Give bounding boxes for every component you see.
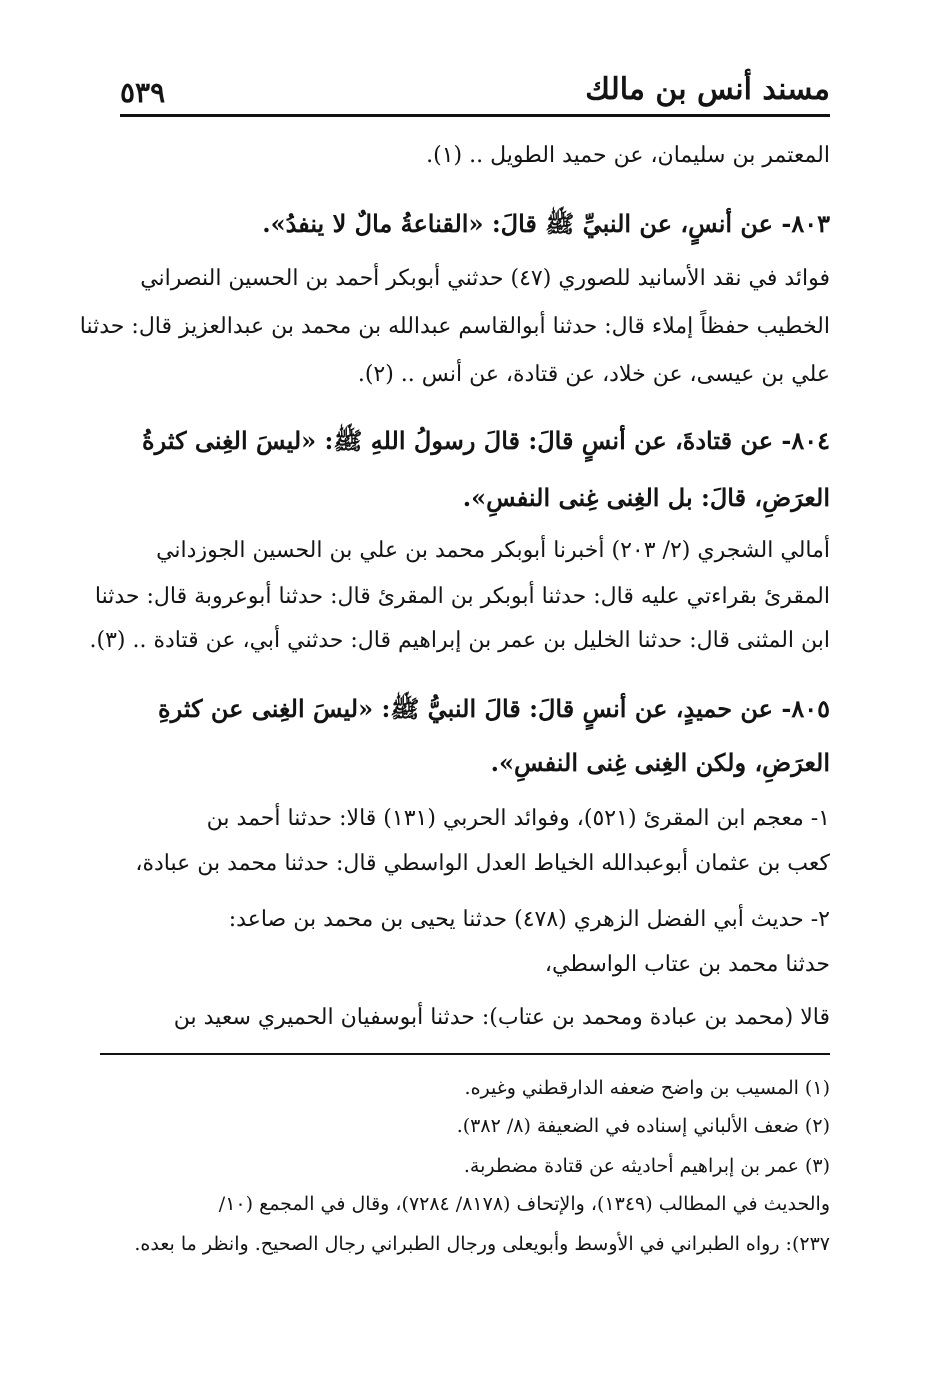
body-line: ابن المثنى قال: حدثنا الخليل بن عمر بن إبراهيم قال: حدثني أبي، عن قتادة .. (٣). [89, 628, 830, 653]
page-number: ٥٣٩ [120, 76, 166, 109]
hadith-803-line: ٨٠٣- عن أنسٍ، عن النبيِّ ﷺ قالَ: «القناعةُ مالٌ لا ينفدُ». [262, 209, 830, 238]
footnote-3-continued: ٢٣٧): رواه الطبراني في الأوسط وأبويعلى ورجال الطبراني رجال الصحيح. وانظر ما بعده. [134, 1233, 830, 1255]
footnote-2: (٢) ضعف الألباني إسناده في الضعيفة (٨/ ٣٨٢). [456, 1115, 830, 1137]
footnote-1: (١) المسيب بن واضح ضعفه الدارقطني وغيره. [464, 1077, 830, 1099]
body-line: علي بن عيسى، عن خلاد، عن قتادة، عن أنس .. (٢). [357, 362, 830, 387]
body-line: المعتمر بن سليمان، عن حميد الطويل .. (١). [426, 143, 830, 168]
body-line: قالا (محمد بن عبادة ومحمد بن عتاب): حدثنا أبوسفيان الحميري سعيد بن [173, 1005, 830, 1030]
hadith-805-line: العرَضِ، ولكن الغِنى غِنى النفسِ». [490, 748, 830, 777]
source-2-line: ٢- حديث أبي الفضل الزهري (٤٧٨) حدثنا يحيى بن محمد بن صاعد: [228, 907, 830, 932]
body-line: المقرئ بقراءتي عليه قال: حدثنا أبوبكر بن المقرئ قال: حدثنا أبوعروبة قال: حدثنا [94, 584, 830, 609]
source-1-line: ١- معجم ابن المقرئ (٥٢١)، وفوائد الحربي (١٣١) قالا: حدثنا أحمد بن [206, 806, 830, 831]
footnote-3-continued: والحديث في المطالب (١٣٤٩)، والإتحاف (٨١٧٨/ ٧٢٨٤)، وقال في المجمع (١٠/ [218, 1193, 830, 1215]
footnote-3: (٣) عمر بن إبراهيم أحاديثه عن قتادة مضطربة. [463, 1155, 830, 1177]
header-rule [120, 114, 830, 117]
body-line: الخطيب حفظاً إملاء قال: حدثنا أبوالقاسم عبدالله بن محمد بن عبدالعزيز قال: حدثنا [79, 314, 830, 339]
hadith-805-line: ٨٠٥- عن حميدٍ، عن أنسٍ قالَ: قالَ النبيُّ ﷺ: «ليسَ الغِنى عن كثرةِ [158, 694, 830, 723]
footnote-rule [100, 1053, 830, 1055]
hadith-804-line: العرَضِ، قالَ: بل الغِنى غِنى النفسِ». [462, 483, 830, 512]
body-line: أمالي الشجري (٢/ ٢٠٣) أخبرنا أبوبكر محمد بن علي بن الحسين الجوزداني [156, 538, 830, 563]
source-2-line: حدثنا محمد بن عتاب الواسطي، [544, 952, 830, 977]
body-line: فوائد في نقد الأسانيد للصوري (٤٧) حدثني أبوبكر أحمد بن الحسين النصراني [140, 266, 830, 291]
source-1-line: كعب بن عثمان أبوعبدالله الخياط العدل الواسطي قال: حدثنا محمد بن عبادة، [135, 851, 830, 876]
running-head-title: مسند أنس بن مالك [585, 72, 830, 107]
hadith-804-line: ٨٠٤- عن قتادةَ، عن أنسٍ قالَ: قالَ رسولُ اللهِ ﷺ: «ليسَ الغِنى كثرةُ [142, 426, 830, 455]
